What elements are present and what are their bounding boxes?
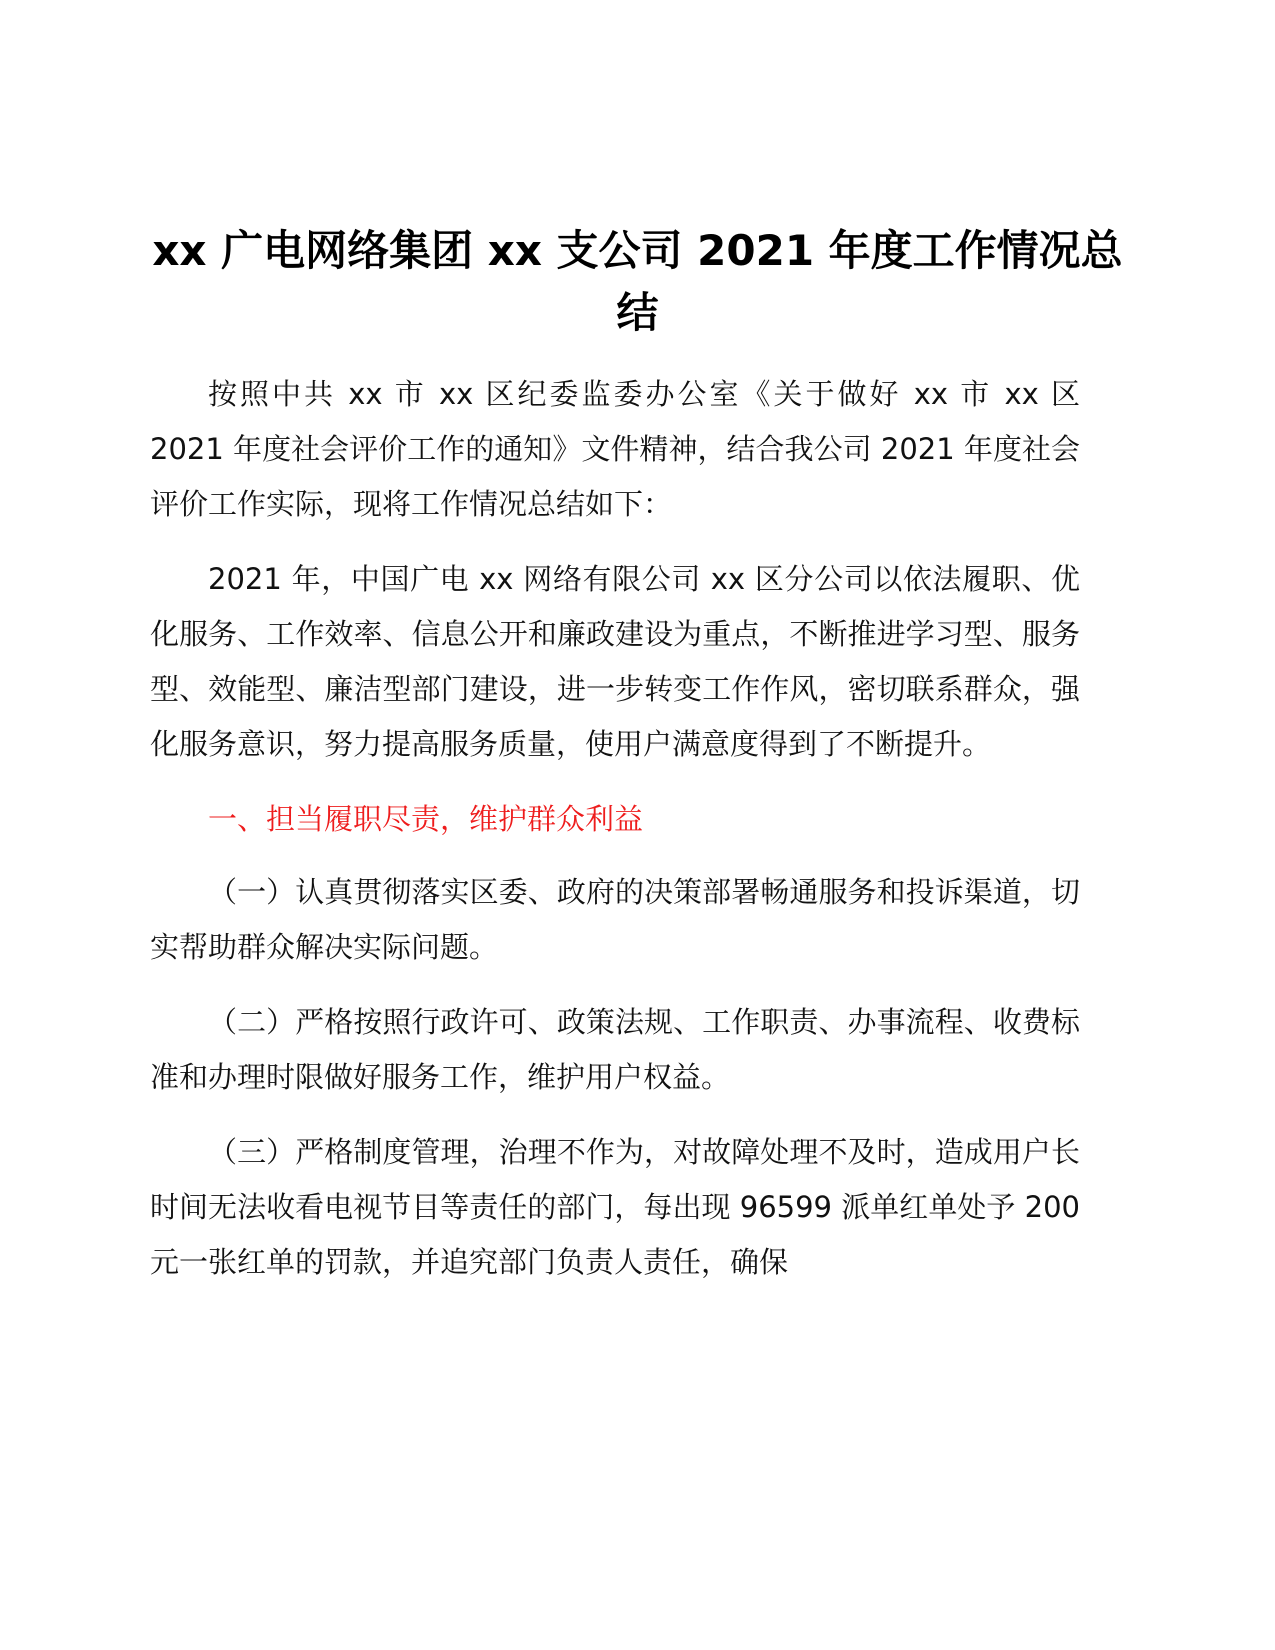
document-title: xx 广电网络集团 xx 支公司 2021 年度工作情况总结 (152, 226, 1123, 337)
section-item-2: （二）严格按照行政许可、政策法规、工作职责、办事流程、收费标准和办理时限做好服务工作，维护用户权益。 (150, 1005, 1080, 1094)
intro-paragraph: 按照中共 xx 市 xx 区纪委监委办公室《关于做好 xx 市 xx 区 2021 年度社会评价工作的通知》文件精神，结合我公司 2021 年度社会评价工作实际，现将工作情况总结如下： (150, 377, 1080, 521)
section-item-3: （三）严格制度管理，治理不作为，对故障处理不及时，造成用户长时间无法收看电视节目等责任的部门，每出现 96599 派单红单处予 200 元一张红单的罚款，并追究部门负责人责任，确保 (150, 1135, 1080, 1279)
summary-paragraph: 2021 年，中国广电 xx 网络有限公司 xx 区分公司以依法履职、优化服务、工作效率、信息公开和廉政建设为重点，不断推进学习型、服务型、效能型、廉洁型部门建设，进一步转变工作作风，密切联系群众，强化服务意识，努力提高服务质量，使用户满意度得到了不断提升。 (150, 562, 1080, 761)
section-heading: 一、担当履职尽责，维护群众利益 (208, 802, 644, 836)
section-item-1: （一）认真贯彻落实区委、政府的决策部署畅通服务和投诉渠道，切实帮助群众解决实际问题。 (150, 875, 1080, 964)
document-body (150, 367, 1080, 1310)
